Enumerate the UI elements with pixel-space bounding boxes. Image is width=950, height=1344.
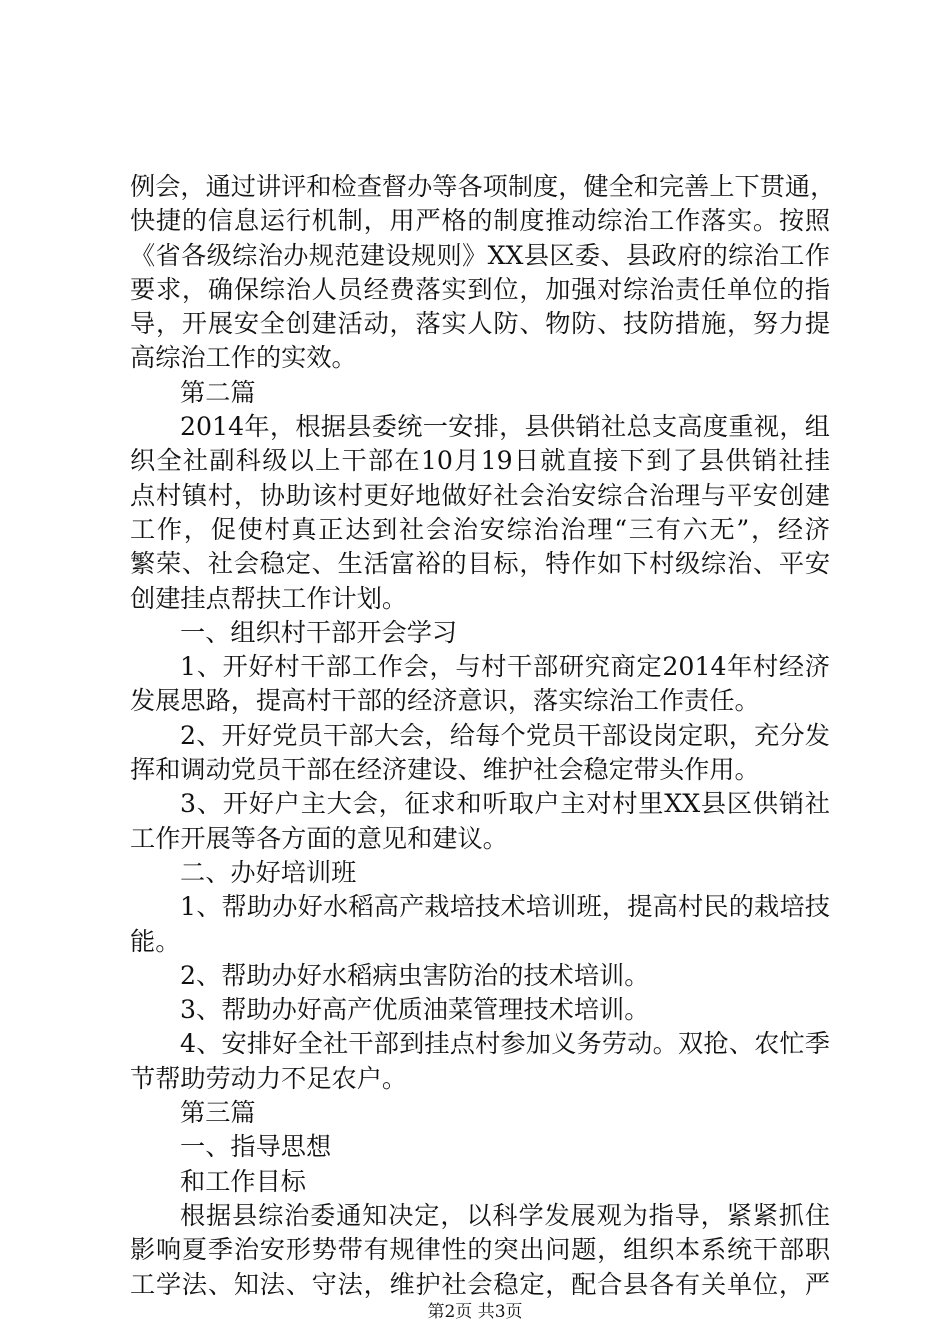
page-footer <box>0 1302 950 1322</box>
text-line: 节帮助劳动力不足农户。 <box>130 1063 408 1093</box>
text-line: 导，开展安全创建活动，落实人防、物防、技防措施，努力提 <box>130 309 830 339</box>
text-line: 二、办好培训班 <box>180 857 357 887</box>
page-number-text: 第2页 共3页 <box>427 1302 523 1322</box>
text-line: 4、安排好全社干部到挂点村参加义务劳动。双抢、农忙季 <box>180 1029 830 1059</box>
text-line: 发展思路，提高村干部的经济意识，落实综治工作责任。 <box>130 686 760 716</box>
text-line: 2014年，根据县委统一安排，县供销社总支高度重视，组 <box>180 412 830 442</box>
text-line: 高综治工作的实效。 <box>130 343 357 373</box>
text-line: 第三篇 <box>180 1098 256 1128</box>
text-line: 要求，确保综治人员经费落实到位，加强对综治责任单位的指 <box>130 274 830 304</box>
text-line: 工学法、知法、守法，维护社会稳定，配合县各有关单位，严 <box>130 1269 830 1299</box>
text-line: 一、指导思想 <box>180 1132 332 1162</box>
text-line: 快捷的信息运行机制，用严格的制度推动综治工作落实。按照 <box>130 206 830 236</box>
text-line: 1、帮助办好水稻高产栽培技术培训班，提高村民的栽培技 <box>180 892 830 922</box>
document-body <box>130 170 836 1302</box>
text-line: 影响夏季治安形势带有规律性的突出问题，组织本系统干部职 <box>130 1235 830 1265</box>
text-line: 织全社副科级以上干部在10月19日就直接下到了县供销社挂 <box>130 446 830 476</box>
text-line: 3、开好户主大会，征求和听取户主对村里XX县区供销社 <box>180 789 830 819</box>
text-line: 根据县综治委通知决定，以科学发展观为指导，紧紧抓住 <box>180 1200 830 1230</box>
text-line: 第二篇 <box>180 377 256 407</box>
text-line: 工作，促使村真正达到社会治安综治治理“三有六无”，经济 <box>130 514 830 544</box>
text-line: 创建挂点帮扶工作计划。 <box>130 583 408 613</box>
text-line: 2、帮助办好水稻病虫害防治的技术培训。 <box>180 960 650 990</box>
text-line: 和工作目标 <box>180 1166 306 1196</box>
text-line: 1、开好村干部工作会，与村干部研究商定2014年村经济 <box>180 652 830 682</box>
text-line: 2、开好党员干部大会，给每个党员干部设岗定职，充分发 <box>180 720 830 750</box>
text-line: 例会，通过讲评和检查督办等各项制度，健全和完善上下贯通， <box>130 172 836 201</box>
text-line: 繁荣、社会稳定、生活富裕的目标，特作如下村级综治、平安 <box>130 549 830 579</box>
text-line: 工作开展等各方面的意见和建议。 <box>130 823 508 853</box>
text-line: 《省各级综治办规范建设规则》XX县区委、县政府的综治工作 <box>130 240 830 270</box>
text-line: 挥和调动党员干部在经济建设、维护社会稳定带头作用。 <box>130 755 760 785</box>
text-line: 能。 <box>130 926 181 956</box>
text-line: 点村镇村，协助该村更好地做好社会治安综合治理与平安创建 <box>130 480 830 510</box>
text-line: 3、帮助办好高产优质油菜管理技术培训。 <box>180 995 650 1025</box>
text-line: 一、组织村干部开会学习 <box>180 617 458 647</box>
